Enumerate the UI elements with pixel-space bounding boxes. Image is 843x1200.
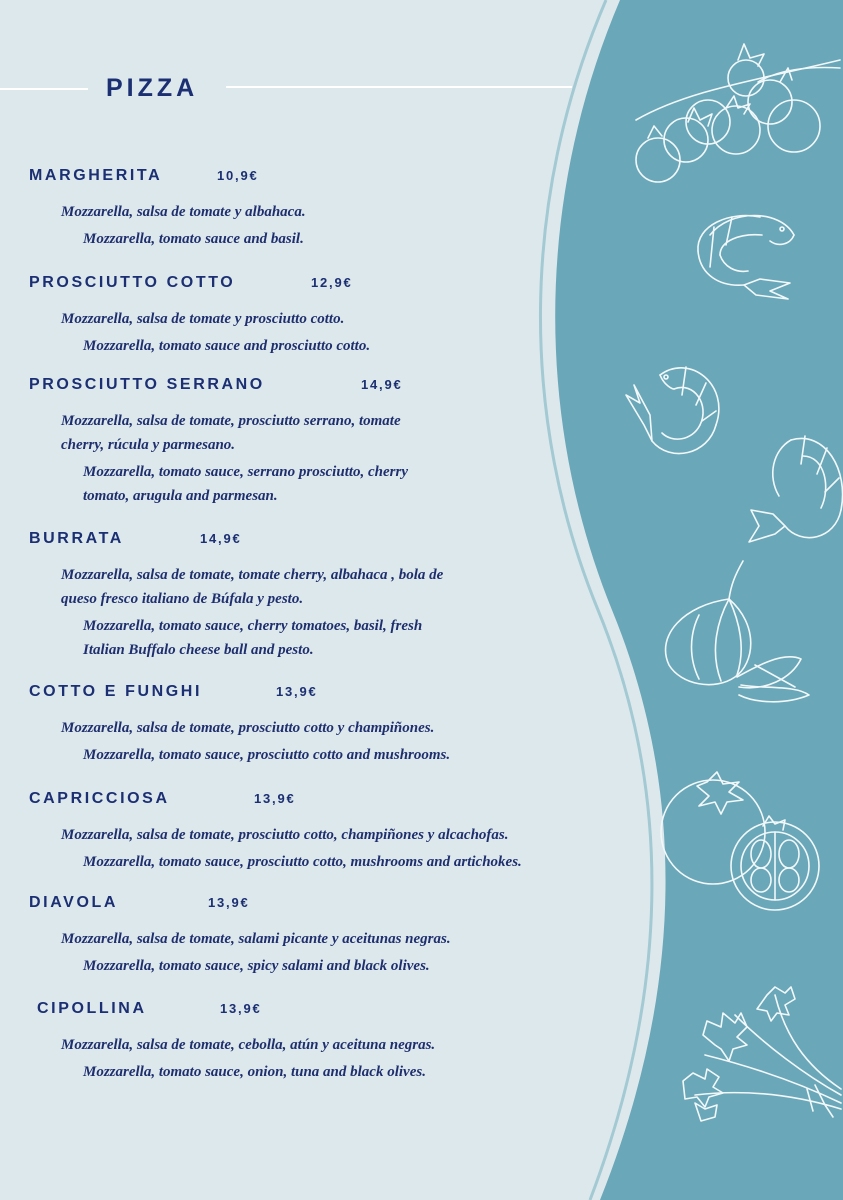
description-en: Mozzarella, tomato sauce, prosciutto cotto, mushrooms and artichokes. xyxy=(83,854,522,870)
item-name: DIAVOLA xyxy=(29,894,119,911)
parsley-icon xyxy=(675,985,843,1125)
title-line-left xyxy=(0,88,88,90)
item-name: BURRATA xyxy=(29,530,124,547)
description-en: Mozzarella, tomato sauce and basil. xyxy=(83,231,304,247)
item-price: 13,9€ xyxy=(208,895,250,910)
description-es: Mozzarella, salsa de tomate, cebolla, atún y aceituna negras. xyxy=(61,1037,436,1053)
description-es: Mozzarella, salsa de tomate y albahaca. xyxy=(61,204,306,220)
item-name: CIPOLLINA xyxy=(37,1000,147,1017)
shrimp-icon xyxy=(620,355,730,465)
item-name: PROSCIUTTO COTTO xyxy=(29,274,236,291)
shrimp-icon xyxy=(690,205,800,305)
item-price: 13,9€ xyxy=(276,684,318,699)
description-en: Mozzarella, tomato sauce, prosciutto cotto and mushrooms. xyxy=(83,747,451,763)
description-es: Mozzarella, salsa de tomate, prosciutto cotto y champiñones. xyxy=(61,720,435,736)
description-en: tomato, arugula and parmesan. xyxy=(83,488,278,504)
description-en: Mozzarella, tomato sauce, cherry tomatoes, basil, fresh xyxy=(83,618,423,634)
item-price: 13,9€ xyxy=(254,791,296,806)
description-en: Italian Buffalo cheese ball and pesto. xyxy=(83,642,314,658)
shrimp-icon xyxy=(745,430,843,550)
item-name: COTTO E FUNGHI xyxy=(29,683,202,700)
description-en: Mozzarella, tomato sauce, spicy salami and black olives. xyxy=(83,958,430,974)
description-en: Mozzarella, tomato sauce, onion, tuna and black olives. xyxy=(83,1064,426,1080)
item-price: 12,9€ xyxy=(311,275,353,290)
cherry-tomato-vine-icon xyxy=(628,30,843,190)
description-es: Mozzarella, salsa de tomate, tomate cherry, albahaca , bola de xyxy=(61,567,444,583)
description-en: Mozzarella, tomato sauce and prosciutto cotto. xyxy=(83,338,371,354)
description-es: Mozzarella, salsa de tomate y prosciutto cotto. xyxy=(61,311,345,327)
description-es: cherry, rúcula y parmesano. xyxy=(61,437,236,453)
title-line-right xyxy=(226,86,572,88)
item-name: MARGHERITA xyxy=(29,167,163,184)
item-price: 10,9€ xyxy=(217,168,259,183)
item-price: 14,9€ xyxy=(361,377,403,392)
description-es: Mozzarella, salsa de tomate, salami picante y aceitunas negras. xyxy=(61,931,451,947)
description-es: Mozzarella, salsa de tomate, prosciutto cotto, champiñones y alcachofas. xyxy=(61,827,509,843)
page-title: PIZZA xyxy=(106,74,199,102)
description-es: queso fresco italiano de Búfala y pesto. xyxy=(61,591,304,607)
description-en: Mozzarella, tomato sauce, serrano prosciutto, cherry xyxy=(83,464,409,480)
garlic-icon xyxy=(655,555,815,705)
item-name: PROSCIUTTO SERRANO xyxy=(29,376,265,393)
tomato-icon xyxy=(655,770,825,920)
item-price: 14,9€ xyxy=(200,531,242,546)
item-name: CAPRICCIOSA xyxy=(29,790,170,807)
description-es: Mozzarella, salsa de tomate, prosciutto serrano, tomate xyxy=(61,413,401,429)
item-price: 13,9€ xyxy=(220,1001,262,1016)
